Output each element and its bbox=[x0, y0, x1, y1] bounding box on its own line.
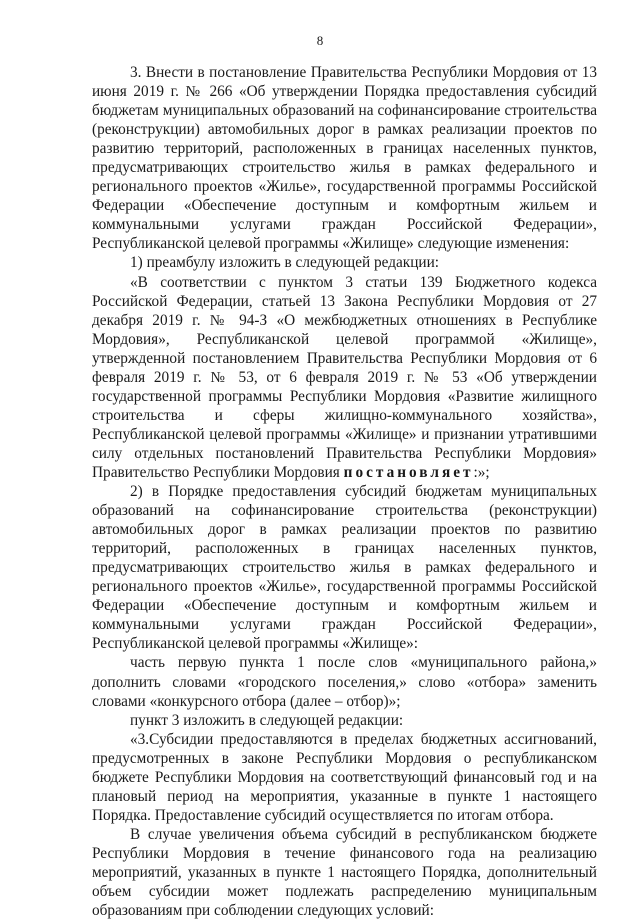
preamble-text: «В соответствии с пунктом 3 статьи 139 Бюджетного кодекса Российской Федерации, статьей 13 Закона Республики Мордовия от 27 декабря 2019 г. № 94-З «О межбюджетных отношениях в Республике Мордовия», Республиканской целевой программой «Жилище», утвержденной постановлением Правительства Республики Мордовия от 6 февраля 2019 г. № 53, от 6 февраля 2019 г. № 53 «Об утверждении государственной программы Республики Мордовия «Развитие жилищного строительства и сферы жилищно-коммунального хозяйства», Республиканской целевой программы «Жилище» и признании утратившими силу отдельных постановлений Правительства Республики Мордовия» Правительство Республики Мордовия bbox=[92, 273, 597, 481]
document-body bbox=[92, 63, 597, 920]
preamble-closing: :»; bbox=[473, 463, 490, 481]
page-number: 8 bbox=[316, 33, 324, 48]
paragraph-point-3-text: «3.Субсидии предоставляются в пределах бюджетных ассигнований, предусмотренных в законе Республики Мордовия о республиканском бюджете Республики Мордовия на соответствующий финансовый год и на плановый период на мероприятия, указанные в пункте 1 настоящего Порядка. Предоставление субсидий осуществляется по итогам отбора. bbox=[92, 730, 597, 824]
paragraph-preamble-text bbox=[92, 273, 597, 483]
paragraph-part-one-amendment: часть первую пункта 1 после слов «муниципального района,» дополнить словами «городского поселения,» слово «отбора» заменить словами «конкурсного отбора (далее – отбор)»; bbox=[92, 654, 597, 710]
paragraph-point-3-instruction: пункт 3 изложить в следующей редакции: bbox=[130, 711, 404, 729]
preamble-resolves-word: постановляет bbox=[343, 463, 474, 481]
paragraph-item-2-procedure: 2) в Порядке предоставления субсидий бюджетам муниципальных образований на софинансирование строительства (реконструкции) автомобильных дорог в рамках реализации проектов по развитию территорий, расположенных в границах населенных пунктов, предусматривающих строительство жилья в рамках федерального и регионального проектов «Жилье», государственной программы Российской Федерации «Обеспечение доступным и комфортным жильем и коммунальными услугами граждан Российской Федерации», Республиканской целевой программы «Жилище»: bbox=[92, 483, 597, 653]
paragraph-preamble-instruction: 1) преамбулу изложить в следующей редакции: bbox=[130, 254, 440, 272]
paragraph-item-3: 3. Внести в постановление Правительства Республики Мордовия от 13 июня 2019 г. № 266 «Об утверждении Порядка предоставления субсидий бюджетам муниципальных образований на софинансирование строительства (реконструкции) автомобильных дорог в рамках реализации проектов по развитию территорий, расположенных в границах населенных пунктов, предусматривающих строительство жилья в рамках федерального и регионального проектов «Жилье», государственной программы Российской Федерации «Обеспечение доступным и комфортным жильем и коммунальными услугами граждан Российской Федерации», Республиканской целевой программы «Жилище» следующие изменения: bbox=[92, 64, 597, 253]
paragraph-subsidy-increase: В случае увеличения объема субсидий в республиканском бюджете Республики Мордовия в течение финансового года на реализацию мероприятий, указанных в пункте 1 настоящего Порядка, дополнительный объем субсидии может подлежать распределению муниципальным образованиям при соблюдении следующих условий: bbox=[92, 825, 597, 920]
